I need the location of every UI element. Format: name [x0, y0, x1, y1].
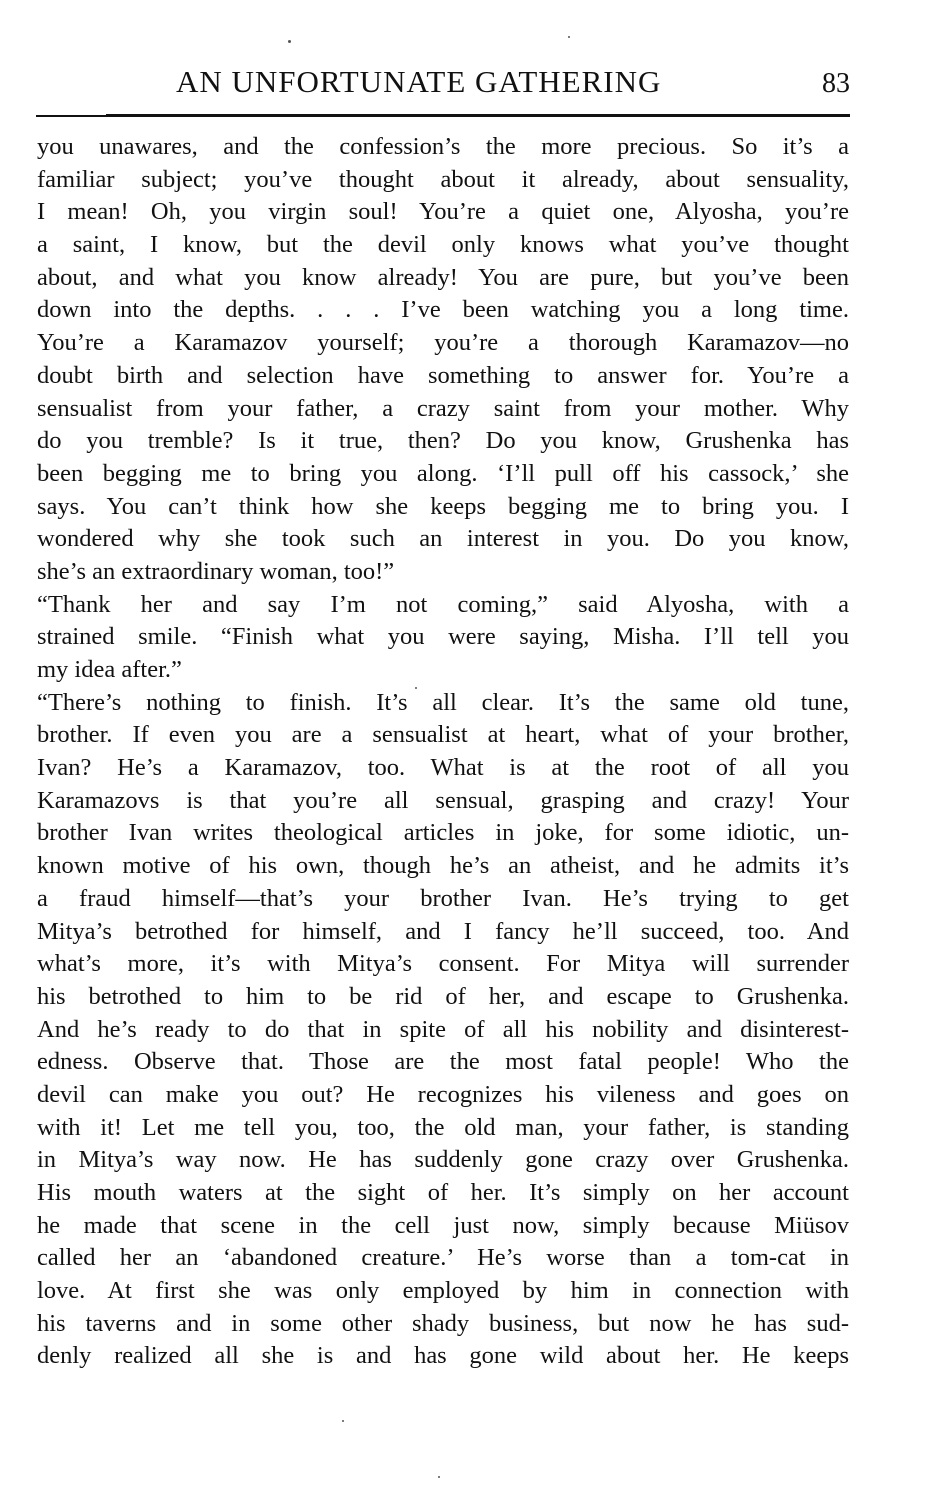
text-line: You’re a Karamazov yourself; you’re a thorough Karamazov—no [37, 329, 849, 357]
print-speck [288, 40, 291, 43]
body-text [37, 131, 849, 1373]
text-line: edness. Observe that. Those are the most fatal people! Who the [37, 1048, 849, 1076]
text-line: denly realized all she is and has gone wild about her. He keeps [37, 1342, 849, 1370]
print-speck [342, 1420, 344, 1422]
text-line: with it! Let me tell you, too, the old man, your father, is standing [37, 1113, 849, 1141]
text-line: been begging me to bring you along. ‘I’ll pull off his cassock,’ she [37, 459, 849, 487]
print-speck [415, 687, 417, 689]
text-line: down into the depths. . . . I’ve been watching you a long time. [37, 296, 849, 324]
print-speck [438, 1476, 440, 1478]
text-line: she’s an extraordinary woman, too!” [37, 557, 395, 585]
text-line: says. You can’t think how she keeps begging me to bring you. I [37, 492, 849, 520]
text-line: my idea after.” [37, 656, 182, 683]
text-line: devil can make you out? He recognizes his vileness and goes on [37, 1080, 849, 1108]
print-speck [568, 36, 570, 38]
text-line: Karamazovs is that you’re all sensual, grasping and crazy! Your [37, 786, 849, 814]
text-line: sensualist from your father, a crazy saint from your mother. Why [37, 394, 849, 422]
header-rule-break [36, 114, 106, 115]
text-line: what’s more, it’s with Mitya’s consent. For Mitya will surrender [37, 950, 849, 978]
text-line: doubt birth and selection have something to answer for. You’re a [37, 361, 849, 389]
text-line: “Thank her and say I’m not coming,” said Alyosha, with a [37, 590, 849, 618]
text-line: Ivan? He’s a Karamazov, too. What is at the root of all you [37, 754, 849, 782]
text-line: a saint, I know, but the devil only knows what you’ve thought [37, 231, 849, 259]
text-line: do you tremble? Is it true, then? Do you know, Grushenka has [37, 427, 849, 455]
text-line: in Mitya’s way now. He has suddenly gone crazy over Grushenka. [37, 1146, 849, 1174]
text-line: called her an ‘abandoned creature.’ He’s worse than a tom-cat in [37, 1244, 849, 1272]
text-line: about, and what you know already! You are pure, but you’ve been [37, 263, 849, 291]
text-line: brother. If even you are a sensualist at heart, what of your brother, [37, 721, 849, 749]
text-line: love. At first she was only employed by him in connection with [37, 1277, 849, 1305]
text-line: you unawares, and the confession’s the more precious. So it’s a [37, 133, 849, 160]
header-rule [36, 114, 850, 117]
text-line: And he’s ready to do that in spite of all his nobility and disinterest- [37, 1015, 849, 1043]
text-line: Mitya’s betrothed for himself, and I fancy he’ll succeed, too. And [37, 917, 849, 945]
text-line: known motive of his own, though he’s an atheist, and he admits it’s [37, 852, 849, 880]
text-line: I mean! Oh, you virgin soul! You’re a quiet one, Alyosha, you’re [37, 198, 849, 226]
page-header [36, 64, 850, 108]
page-number: 83 [822, 68, 850, 99]
text-line: strained smile. “Finish what you were saying, Misha. I’ll tell you [37, 623, 849, 651]
running-title: AN UNFORTUNATE GATHERING [176, 64, 662, 99]
text-line: brother Ivan writes theological articles in joke, for some idiotic, un- [37, 819, 849, 847]
text-line: wondered why she took such an interest in you. Do you know, [37, 525, 849, 553]
text-line: “There’s nothing to finish. It’s all clear. It’s the same old tune, [37, 688, 849, 716]
text-line: his betrothed to him to be rid of her, and escape to Grushenka. [37, 982, 849, 1010]
text-line: his taverns and in some other shady business, but now he has sud- [37, 1309, 849, 1337]
text-line: His mouth waters at the sight of her. It’s simply on her account [37, 1179, 849, 1206]
text-line: a fraud himself—that’s your brother Ivan. He’s trying to get [37, 884, 849, 912]
text-line: familiar subject; you’ve thought about it already, about sensuality, [37, 165, 849, 193]
text-line: he made that scene in the cell just now, simply because Miüsov [37, 1211, 849, 1239]
